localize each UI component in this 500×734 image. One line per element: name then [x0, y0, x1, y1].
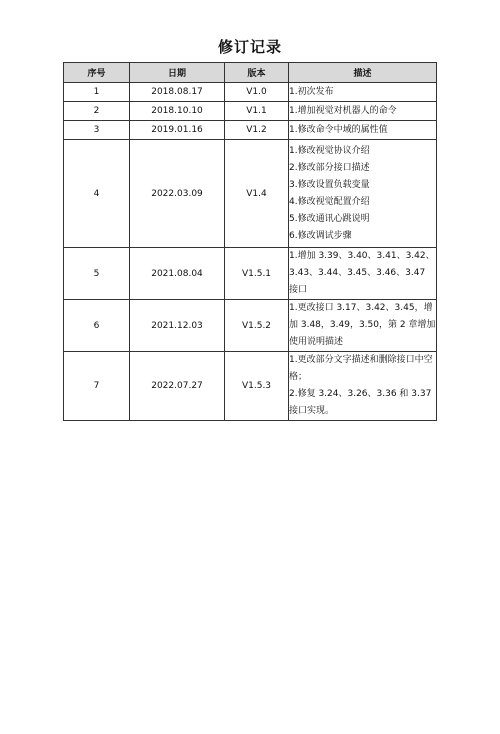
description-line: 2.修复 3.24、3.26、3.36 和 3.37 接口实现。	[289, 389, 432, 416]
cell-version: V1.5.3	[225, 352, 289, 421]
cell-date: 2019.01.16	[130, 121, 225, 140]
cell-date: 2022.03.09	[130, 140, 225, 248]
cell-date: 2021.08.04	[130, 248, 225, 300]
cell-description	[289, 83, 437, 102]
cell-seq: 6	[64, 300, 130, 352]
table-header-row	[64, 63, 437, 83]
column-header-seq: 序号	[64, 63, 130, 83]
column-header-description: 描述	[289, 63, 437, 83]
cell-description	[289, 300, 437, 352]
description-line: 1.修改视觉协议介绍	[289, 145, 370, 156]
description-line: 2.修改部分接口描述	[289, 162, 370, 173]
table-row	[64, 102, 437, 121]
cell-version: V1.2	[225, 121, 289, 140]
cell-seq: 3	[64, 121, 130, 140]
table-row	[64, 352, 437, 421]
cell-date: 2018.10.10	[130, 102, 225, 121]
cell-version: V1.1	[225, 102, 289, 121]
description-line: 1.更改部分文字描述和删除接口中空格；	[289, 355, 433, 382]
table-row	[64, 300, 437, 352]
cell-seq: 4	[64, 140, 130, 248]
revision-table	[63, 62, 437, 421]
cell-seq: 2	[64, 102, 130, 121]
cell-description	[289, 102, 437, 121]
description-line: 1.更改接口 3.17、3.42、3.45，增加 3.48，3.49，3.50，第 2 章增加使用说明描述	[289, 303, 436, 347]
column-header-date: 日期	[130, 63, 225, 83]
cell-date: 2021.12.03	[130, 300, 225, 352]
cell-seq: 7	[64, 352, 130, 421]
description-line: 1.修改命令中域的属性值	[289, 124, 388, 135]
cell-seq: 5	[64, 248, 130, 300]
table-row	[64, 83, 437, 102]
table-row	[64, 121, 437, 140]
description-line: 6.修改调试步骤	[289, 230, 352, 241]
table-row	[64, 248, 437, 300]
description-line: 1.初次发布	[289, 86, 334, 97]
cell-description	[289, 121, 437, 140]
cell-version: V1.5.1	[225, 248, 289, 300]
cell-seq: 1	[64, 83, 130, 102]
column-header-version: 版本	[225, 63, 289, 83]
table-row	[64, 140, 437, 248]
page-title: 修订记录	[217, 38, 282, 56]
cell-description	[289, 248, 437, 300]
cell-date: 2018.08.17	[130, 83, 225, 102]
cell-description	[289, 140, 437, 248]
description-line: 1.增加 3.39、3.40、3.41、3.42、3.43、3.44、3.45、3.46、3.47 接口	[289, 251, 435, 295]
cell-date: 2022.07.27	[130, 352, 225, 421]
cell-version: V1.0	[225, 83, 289, 102]
description-line: 3.修改设置负载变量	[289, 179, 370, 190]
cell-version: V1.5.2	[225, 300, 289, 352]
description-line: 4.修改视觉配置介绍	[289, 196, 370, 207]
cell-version: V1.4	[225, 140, 289, 248]
description-line: 1.增加视觉对机器人的命令	[289, 105, 397, 116]
description-line: 5.修改通讯心跳说明	[289, 213, 370, 224]
cell-description	[289, 352, 437, 421]
